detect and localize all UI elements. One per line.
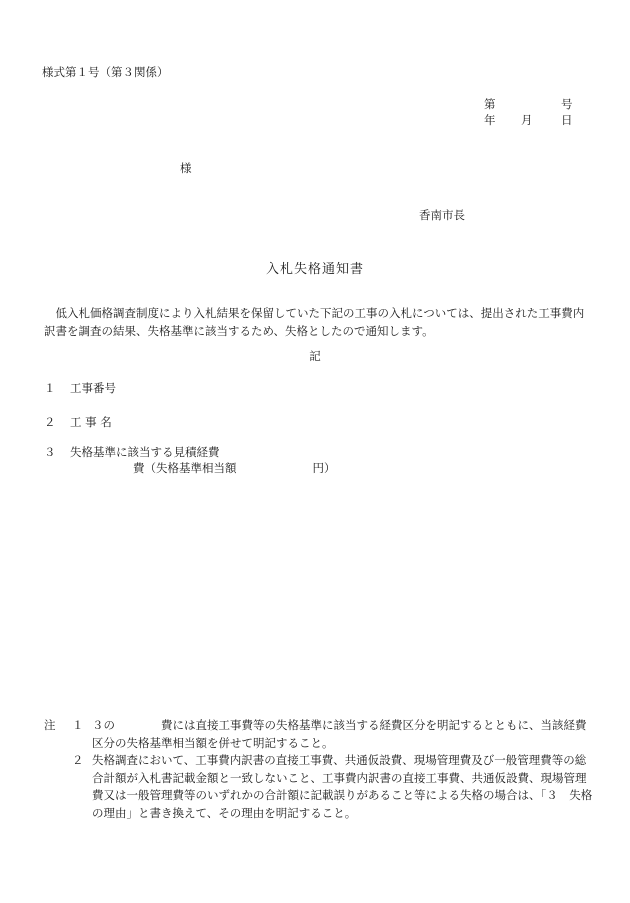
number-prefix: 第 — [484, 97, 496, 111]
ki-heading: 記 — [309, 349, 321, 363]
cost-label-a: 費（失格基準相当額 — [133, 461, 237, 475]
note-2 — [44, 752, 594, 822]
item-number: １ — [44, 381, 56, 395]
body-paragraph: 低入札価格調査制度により入札結果を保留していた下記の工事の入札については、提出された工事費内訳書を調査の結果、失格基準に該当するため、失格としたので通知します。 — [44, 306, 585, 338]
item-label: 工 事 名 — [70, 415, 112, 429]
note-text: 失格調査において、工事費内訳書の直接工事費、共通仮設費、現場管理費及び一般管理費等の総合計額が入札書記載金額と一致しないこと、工事費内訳書の直接工事費、共通仮設費、現場管理費又は一般管理費等のいずれかの合計額に記載誤りがあること等による失格の場合は、「３ 失格の理由」と書き換えて、その理由を明記すること。 — [92, 753, 593, 820]
item-label: 工事番号 — [70, 381, 116, 395]
form-number: 様式第１号（第３関係） — [42, 65, 169, 79]
note-number: １ — [72, 718, 84, 732]
number-suffix: 号 — [561, 97, 573, 111]
item-number: ３ — [44, 445, 56, 459]
note-number: ２ — [72, 753, 84, 767]
document-title: 入札失格通知書 — [265, 262, 364, 277]
note-text-a: ３の — [92, 718, 115, 732]
item-construction-name — [44, 417, 112, 429]
note-1 — [44, 717, 594, 752]
addressee-suffix: 様 — [180, 161, 192, 175]
month-label: 月 — [521, 113, 533, 127]
item-label: 失格基準に該当する見積経費 — [70, 445, 220, 459]
day-label: 日 — [561, 113, 573, 127]
issuer: 香南市長 — [419, 208, 465, 222]
notes-lead: 注 — [44, 718, 56, 732]
item-disqualifying-cost-line2 — [133, 463, 336, 475]
item-disqualifying-cost — [44, 447, 220, 459]
cost-label-b: 円） — [312, 461, 336, 475]
notes-section — [44, 717, 594, 822]
item-number: ２ — [44, 415, 56, 429]
year-label: 年 — [484, 113, 496, 127]
note-text-b: 費には直接工事費等の失格基準に該当する経費区分を明記するとともに、当該経費区分の失格基準相当額を併せて明記すること。 — [92, 718, 587, 750]
item-construction-number — [44, 383, 116, 395]
note-text — [92, 717, 594, 752]
